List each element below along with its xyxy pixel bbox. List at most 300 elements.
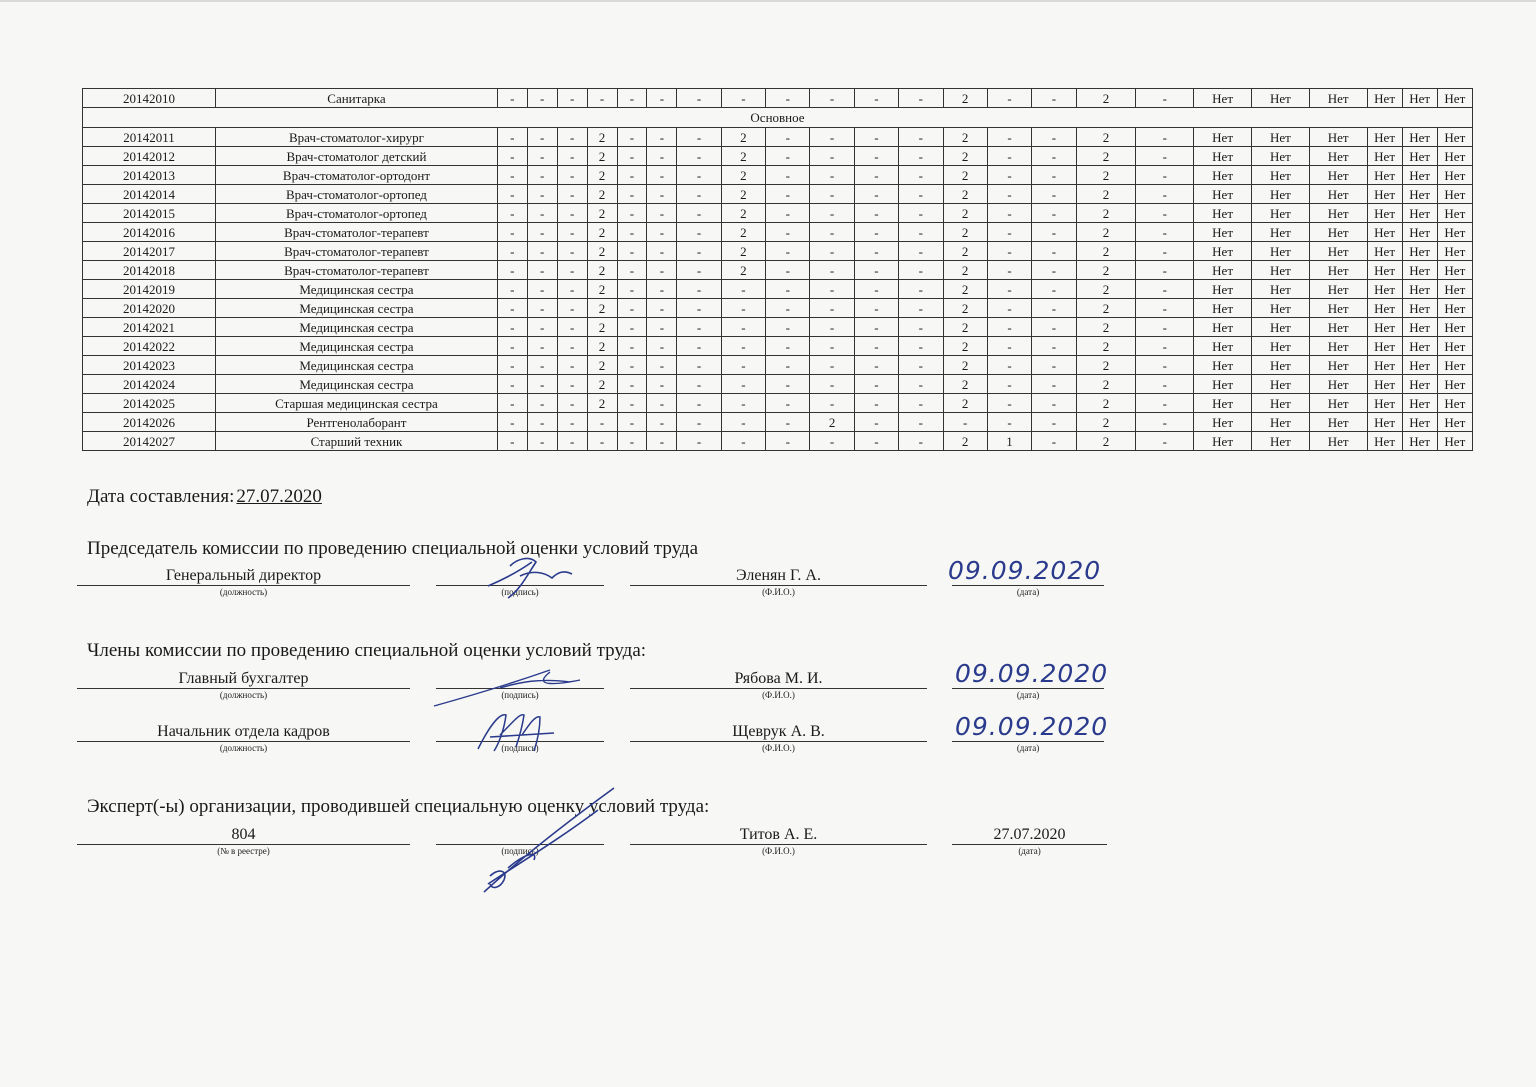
factor-class-cell: - [899, 89, 943, 108]
factor-class-cell: - [677, 394, 721, 413]
answer-cell: Нет [1309, 356, 1367, 375]
answer-cell: Нет [1251, 89, 1309, 108]
factor-class-cell: 2 [587, 394, 617, 413]
factor-class-cell: - [721, 299, 765, 318]
factor-class-cell: 1 [987, 432, 1031, 451]
answer-cell: Нет [1437, 432, 1472, 451]
factor-class-cell: - [766, 204, 810, 223]
workplace-name: Медицинская сестра [216, 356, 498, 375]
factor-class-cell: - [617, 356, 647, 375]
answer-cell: Нет [1367, 299, 1402, 318]
workplace-name: Рентгенолаборант [216, 413, 498, 432]
factor-class-cell: 2 [587, 242, 617, 261]
factor-class-cell: - [810, 394, 854, 413]
factor-class-cell: - [677, 166, 721, 185]
factor-class-cell: - [721, 394, 765, 413]
factor-class-cell: 2 [587, 318, 617, 337]
answer-cell: Нет [1437, 147, 1472, 166]
answer-cell: Нет [1367, 394, 1402, 413]
factor-class-cell: - [557, 356, 587, 375]
factor-class-cell: - [854, 147, 898, 166]
factor-class-cell: - [647, 242, 677, 261]
workplace-code: 20142023 [83, 356, 216, 375]
answer-cell: Нет [1251, 337, 1309, 356]
table-row [83, 147, 1473, 166]
factor-class-cell: - [647, 128, 677, 147]
answer-cell: Нет [1437, 394, 1472, 413]
factor-class-cell: - [647, 261, 677, 280]
answer-cell: Нет [1402, 375, 1437, 394]
factor-class-cell: - [497, 223, 527, 242]
factor-class-cell: 2 [721, 185, 765, 204]
member-2-position: Начальник отдела кадров [77, 723, 410, 742]
factor-class-cell: 2 [587, 166, 617, 185]
factor-class-cell: - [987, 356, 1031, 375]
chairman-handwritten-date: 09.09.2020 [948, 556, 1102, 585]
answer-cell: Нет [1251, 356, 1309, 375]
workplace-code: 20142018 [83, 261, 216, 280]
factor-class-cell: - [527, 375, 557, 394]
factor-class-cell: - [617, 261, 647, 280]
factor-class-cell: - [527, 432, 557, 451]
factor-class-cell: - [854, 299, 898, 318]
factor-class-cell: - [987, 185, 1031, 204]
answer-cell: Нет [1437, 223, 1472, 242]
factor-class-cell: - [1136, 375, 1194, 394]
factor-class-cell: - [1136, 242, 1194, 261]
factor-class-cell: - [647, 280, 677, 299]
workplace-name: Врач-стоматолог детский [216, 147, 498, 166]
factor-class-cell: 2 [943, 185, 987, 204]
factor-class-cell: - [1136, 413, 1194, 432]
factor-class-cell: - [647, 147, 677, 166]
factor-class-cell: - [647, 375, 677, 394]
factor-class-cell: - [987, 375, 1031, 394]
factor-class-cell: - [1136, 356, 1194, 375]
answer-cell: Нет [1367, 413, 1402, 432]
factor-class-cell: - [647, 166, 677, 185]
workplace-name: Медицинская сестра [216, 280, 498, 299]
answer-cell: Нет [1251, 261, 1309, 280]
factor-class-cell: 2 [587, 147, 617, 166]
factor-class-cell: - [527, 223, 557, 242]
answer-cell: Нет [1437, 242, 1472, 261]
factor-class-cell: - [987, 280, 1031, 299]
factor-class-cell: - [647, 394, 677, 413]
sout-results-table [82, 88, 1473, 451]
factor-class-cell: - [899, 413, 943, 432]
factor-class-cell: - [766, 375, 810, 394]
answer-cell: Нет [1309, 128, 1367, 147]
factor-class-cell: - [557, 318, 587, 337]
factor-class-cell: - [497, 204, 527, 223]
factor-class-cell: - [557, 223, 587, 242]
factor-class-cell: - [527, 394, 557, 413]
factor-class-cell: - [1136, 204, 1194, 223]
table-row [83, 242, 1473, 261]
factor-class-cell: - [721, 337, 765, 356]
factor-class-cell: - [899, 242, 943, 261]
factor-class-cell: - [617, 128, 647, 147]
answer-cell: Нет [1251, 413, 1309, 432]
factor-class-cell: - [766, 337, 810, 356]
factor-class-cell: - [987, 413, 1031, 432]
workplace-code: 20142011 [83, 128, 216, 147]
factor-class-cell: - [617, 89, 647, 108]
factor-class-cell: - [899, 394, 943, 413]
factor-class-cell: - [766, 166, 810, 185]
factor-class-cell: - [557, 147, 587, 166]
factor-class-cell: 2 [1076, 147, 1136, 166]
answer-cell: Нет [1437, 89, 1472, 108]
answer-cell: Нет [1309, 185, 1367, 204]
factor-class-cell: - [677, 185, 721, 204]
factor-class-cell: - [557, 242, 587, 261]
expert-signature-scribble [478, 780, 628, 900]
answer-cell: Нет [1402, 299, 1437, 318]
workplace-name: Медицинская сестра [216, 299, 498, 318]
chairman-name: Эленян Г. А. [630, 567, 927, 586]
factor-class-cell: 2 [1076, 89, 1136, 108]
factor-class-cell: - [527, 166, 557, 185]
compilation-date: 27.07.2020 [236, 486, 322, 507]
factor-class-cell: 2 [1076, 432, 1136, 451]
workplace-code: 20142025 [83, 394, 216, 413]
factor-class-cell: - [647, 356, 677, 375]
factor-class-cell: - [497, 337, 527, 356]
answer-cell: Нет [1402, 413, 1437, 432]
factor-class-cell: - [1032, 204, 1076, 223]
chairman-position-field [77, 567, 410, 598]
factor-class-cell: - [810, 89, 854, 108]
answer-cell: Нет [1367, 128, 1402, 147]
member-1-handwritten-date: 09.09.2020 [955, 659, 1109, 688]
factor-class-cell: - [497, 375, 527, 394]
answer-cell: Нет [1309, 375, 1367, 394]
answer-cell: Нет [1251, 185, 1309, 204]
signature-caption: (подпись) [501, 587, 539, 597]
table-row [83, 128, 1473, 147]
factor-class-cell: - [810, 261, 854, 280]
factor-class-cell: - [766, 242, 810, 261]
workplace-code: 20142013 [83, 166, 216, 185]
factor-class-cell: - [647, 432, 677, 451]
answer-cell: Нет [1437, 318, 1472, 337]
factor-class-cell: - [497, 242, 527, 261]
factor-class-cell: - [1136, 147, 1194, 166]
workplace-code: 20142014 [83, 185, 216, 204]
answer-cell: Нет [1402, 223, 1437, 242]
factor-class-cell: - [677, 413, 721, 432]
factor-class-cell: - [1136, 166, 1194, 185]
answer-cell: Нет [1309, 280, 1367, 299]
answer-cell: Нет [1402, 242, 1437, 261]
answer-cell: Нет [1194, 128, 1252, 147]
workplace-name: Медицинская сестра [216, 318, 498, 337]
factor-class-cell: - [721, 89, 765, 108]
factor-class-cell: - [1032, 89, 1076, 108]
factor-class-cell: - [1136, 223, 1194, 242]
factor-class-cell: 2 [943, 337, 987, 356]
factor-class-cell: 2 [1076, 128, 1136, 147]
factor-class-cell: 2 [721, 223, 765, 242]
member-1-date-field: (дата) [952, 670, 1104, 701]
factor-class-cell: - [766, 432, 810, 451]
answer-cell: Нет [1251, 147, 1309, 166]
factor-class-cell: - [899, 166, 943, 185]
factor-class-cell: - [1032, 128, 1076, 147]
factor-class-cell: - [527, 356, 557, 375]
answer-cell: Нет [1194, 432, 1252, 451]
factor-class-cell: 2 [1076, 223, 1136, 242]
answer-cell: Нет [1367, 261, 1402, 280]
answer-cell: Нет [1402, 337, 1437, 356]
factor-class-cell: - [766, 261, 810, 280]
factor-class-cell: - [854, 204, 898, 223]
factor-class-cell: - [810, 223, 854, 242]
factor-class-cell: 2 [943, 318, 987, 337]
factor-class-cell: 2 [1076, 166, 1136, 185]
answer-cell: Нет [1309, 147, 1367, 166]
factor-class-cell: - [527, 128, 557, 147]
factor-class-cell: - [899, 204, 943, 223]
section-row [83, 108, 1473, 128]
answer-cell: Нет [1309, 166, 1367, 185]
workplace-name: Врач-стоматолог-ортодонт [216, 166, 498, 185]
factor-class-cell: - [557, 185, 587, 204]
answer-cell: Нет [1251, 318, 1309, 337]
answer-cell: Нет [1367, 147, 1402, 166]
member-1-signature-scribble [430, 658, 610, 710]
member-1-signature-field: (подпись) [436, 670, 604, 701]
factor-class-cell: - [721, 356, 765, 375]
workplace-code: 20142021 [83, 318, 216, 337]
factor-class-cell: - [766, 394, 810, 413]
factor-class-cell: - [527, 413, 557, 432]
factor-class-cell: - [899, 223, 943, 242]
table-row [83, 166, 1473, 185]
answer-cell: Нет [1194, 204, 1252, 223]
factor-class-cell: - [617, 166, 647, 185]
factor-class-cell: - [647, 185, 677, 204]
factor-class-cell: - [899, 299, 943, 318]
factor-class-cell: - [810, 375, 854, 394]
table-row [83, 261, 1473, 280]
factor-class-cell: - [617, 147, 647, 166]
factor-class-cell: - [557, 166, 587, 185]
chairman-signature-scribble [480, 552, 580, 604]
answer-cell: Нет [1309, 204, 1367, 223]
factor-class-cell: 2 [721, 166, 765, 185]
answer-cell: Нет [1437, 299, 1472, 318]
factor-class-cell: - [677, 128, 721, 147]
factor-class-cell: 2 [1076, 280, 1136, 299]
table-row [83, 375, 1473, 394]
factor-class-cell: - [527, 147, 557, 166]
factor-class-cell: - [899, 318, 943, 337]
factor-class-cell: - [527, 185, 557, 204]
factor-class-cell: - [810, 147, 854, 166]
member-2-date-field: (дата) [952, 723, 1104, 754]
answer-cell: Нет [1251, 223, 1309, 242]
factor-class-cell: - [1032, 432, 1076, 451]
answer-cell: Нет [1367, 280, 1402, 299]
factor-class-cell: - [987, 299, 1031, 318]
answer-cell: Нет [1194, 318, 1252, 337]
workplace-code: 20142020 [83, 299, 216, 318]
answer-cell: Нет [1309, 89, 1367, 108]
factor-class-cell: - [854, 242, 898, 261]
workplace-code: 20142017 [83, 242, 216, 261]
expert-registry-field [77, 826, 410, 857]
workplace-code: 20142010 [83, 89, 216, 108]
factor-class-cell: 2 [1076, 185, 1136, 204]
factor-class-cell: - [1136, 89, 1194, 108]
workplace-name: Медицинская сестра [216, 337, 498, 356]
factor-class-cell: 2 [1076, 318, 1136, 337]
member-2-position-field: Начальник отдела кадров (должность) [77, 723, 410, 754]
table-row [83, 413, 1473, 432]
answer-cell: Нет [1437, 356, 1472, 375]
factor-class-cell: - [497, 394, 527, 413]
factor-class-cell: - [854, 89, 898, 108]
factor-class-cell: - [617, 318, 647, 337]
factor-class-cell: - [854, 261, 898, 280]
factor-class-cell: - [987, 394, 1031, 413]
answer-cell: Нет [1309, 413, 1367, 432]
factor-class-cell: - [617, 337, 647, 356]
answer-cell: Нет [1194, 147, 1252, 166]
factor-class-cell: - [1136, 337, 1194, 356]
factor-class-cell: 2 [721, 261, 765, 280]
workplace-name: Врач-стоматолог-ортопед [216, 204, 498, 223]
table-row [83, 356, 1473, 375]
factor-class-cell: - [497, 413, 527, 432]
factor-class-cell: - [854, 413, 898, 432]
answer-cell: Нет [1367, 432, 1402, 451]
answer-cell: Нет [1194, 413, 1252, 432]
workplace-name: Врач-стоматолог-терапевт [216, 242, 498, 261]
factor-class-cell: 2 [943, 204, 987, 223]
chairman-position: Генеральный директор [77, 567, 410, 586]
factor-class-cell: 2 [721, 242, 765, 261]
answer-cell: Нет [1309, 261, 1367, 280]
factor-class-cell: - [1032, 147, 1076, 166]
factor-class-cell: - [497, 147, 527, 166]
factor-class-cell: 2 [721, 147, 765, 166]
answer-cell: Нет [1251, 280, 1309, 299]
answer-cell: Нет [1194, 166, 1252, 185]
factor-class-cell: - [677, 356, 721, 375]
factor-class-cell: - [587, 89, 617, 108]
factor-class-cell: - [810, 166, 854, 185]
chairman-heading: Председатель комиссии по проведению специальной оценки условий труда [87, 538, 698, 559]
factor-class-cell: 2 [943, 147, 987, 166]
factor-class-cell: - [1032, 242, 1076, 261]
answer-cell: Нет [1367, 337, 1402, 356]
answer-cell: Нет [1251, 375, 1309, 394]
answer-cell: Нет [1194, 337, 1252, 356]
expert-date-field: 27.07.2020 (дата) [952, 826, 1107, 857]
factor-class-cell: - [557, 337, 587, 356]
factor-class-cell: - [557, 128, 587, 147]
workplace-code: 20142019 [83, 280, 216, 299]
factor-class-cell: - [617, 299, 647, 318]
answer-cell: Нет [1402, 261, 1437, 280]
factor-class-cell: - [557, 280, 587, 299]
factor-class-cell: - [527, 89, 557, 108]
factor-class-cell: 2 [587, 337, 617, 356]
factor-class-cell: - [527, 280, 557, 299]
answer-cell: Нет [1309, 223, 1367, 242]
factor-class-cell: 2 [1076, 299, 1136, 318]
factor-class-cell: - [497, 128, 527, 147]
factor-class-cell: - [987, 223, 1031, 242]
expert-registry-number: 804 [77, 826, 410, 845]
factor-class-cell: - [647, 89, 677, 108]
factor-class-cell: - [943, 413, 987, 432]
factor-class-cell: - [810, 128, 854, 147]
factor-class-cell: - [587, 432, 617, 451]
factor-class-cell: - [557, 432, 587, 451]
answer-cell: Нет [1309, 242, 1367, 261]
factor-class-cell: - [497, 280, 527, 299]
factor-class-cell: - [810, 318, 854, 337]
answer-cell: Нет [1194, 185, 1252, 204]
answer-cell: Нет [1194, 242, 1252, 261]
factor-class-cell: - [557, 375, 587, 394]
factor-class-cell: - [527, 261, 557, 280]
table-row [83, 89, 1473, 108]
factor-class-cell: - [721, 413, 765, 432]
workplace-name: Врач-стоматолог-терапевт [216, 223, 498, 242]
factor-class-cell: - [527, 337, 557, 356]
factor-class-cell: - [854, 356, 898, 375]
factor-class-cell: - [1032, 299, 1076, 318]
answer-cell: Нет [1367, 356, 1402, 375]
factor-class-cell: 2 [943, 394, 987, 413]
answer-cell: Нет [1251, 166, 1309, 185]
factor-class-cell: - [647, 337, 677, 356]
factor-class-cell: - [527, 242, 557, 261]
factor-class-cell: - [647, 204, 677, 223]
workplace-name: Санитарка [216, 89, 498, 108]
factor-class-cell: 2 [587, 128, 617, 147]
factor-class-cell: - [677, 375, 721, 394]
answer-cell: Нет [1309, 299, 1367, 318]
factor-class-cell: - [677, 299, 721, 318]
factor-class-cell: - [1136, 185, 1194, 204]
factor-class-cell: - [854, 166, 898, 185]
factor-class-cell: - [1032, 223, 1076, 242]
factor-class-cell: - [1032, 280, 1076, 299]
factor-class-cell: - [810, 432, 854, 451]
table-row [83, 318, 1473, 337]
member-2-handwritten-date: 09.09.2020 [955, 712, 1109, 741]
factor-class-cell: - [899, 261, 943, 280]
factor-class-cell: - [766, 89, 810, 108]
member-2-name: Щеврук А. В. [630, 723, 927, 742]
factor-class-cell: - [766, 318, 810, 337]
factor-class-cell: - [987, 147, 1031, 166]
factor-class-cell: - [766, 356, 810, 375]
factor-class-cell: - [677, 261, 721, 280]
factor-class-cell: - [810, 337, 854, 356]
answer-cell: Нет [1194, 356, 1252, 375]
factor-class-cell: - [557, 89, 587, 108]
factor-class-cell: - [617, 394, 647, 413]
answer-cell: Нет [1251, 299, 1309, 318]
